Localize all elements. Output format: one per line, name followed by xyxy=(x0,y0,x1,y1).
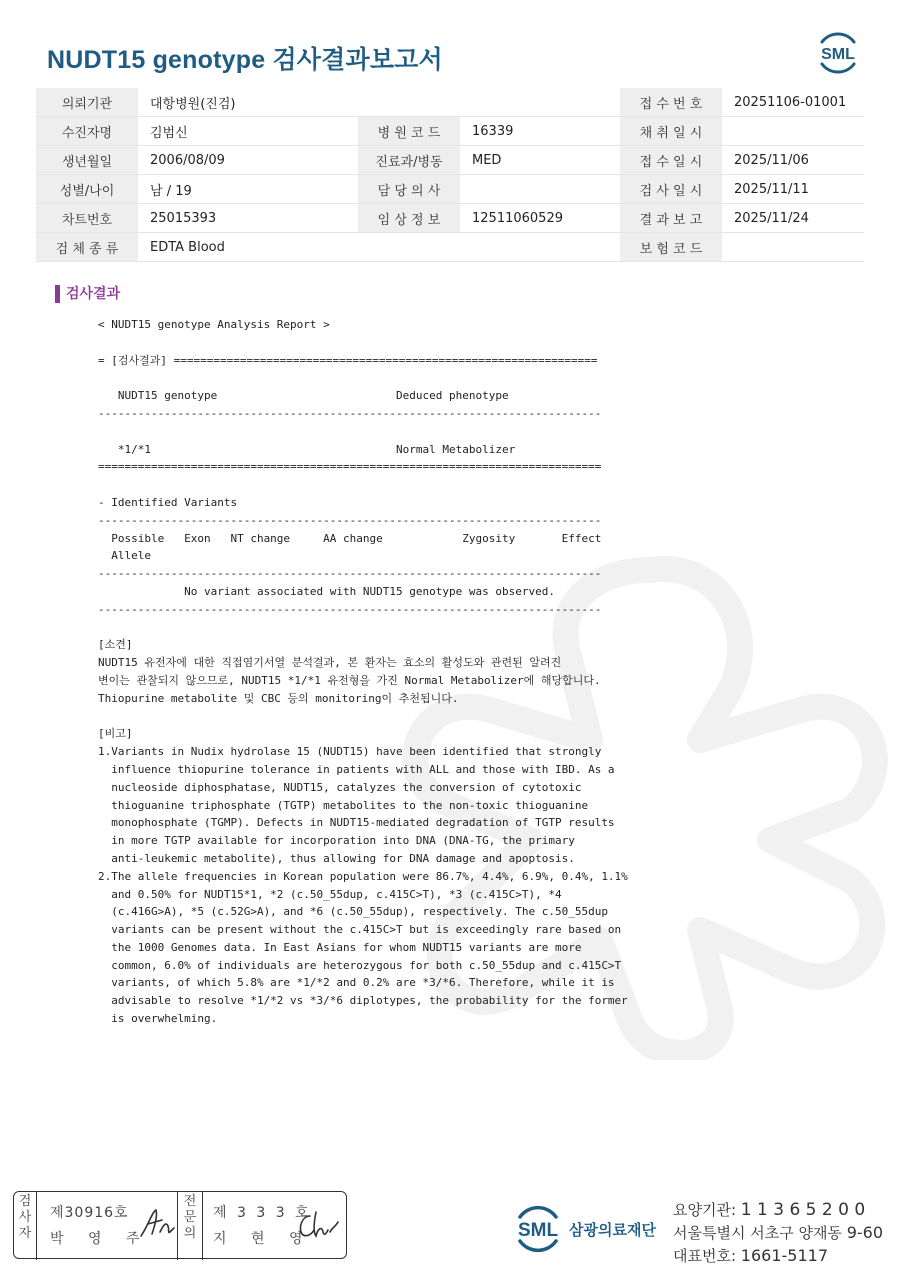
info-value: EDTA Blood xyxy=(138,233,358,262)
info-value: 12511060529 xyxy=(460,204,620,233)
info-label: 결 과 보 고 xyxy=(620,204,722,233)
info-label: 차트번호 xyxy=(36,204,138,233)
sml-footer-logo-icon xyxy=(510,1199,566,1255)
info-label xyxy=(358,88,460,117)
info-value xyxy=(722,233,864,262)
info-label: 보 험 코 드 xyxy=(620,233,722,262)
info-row xyxy=(36,175,864,204)
info-label: 검 사 일 시 xyxy=(620,175,722,204)
info-label: 생년월일 xyxy=(36,146,138,175)
info-row xyxy=(36,233,864,262)
info-label: 성별/나이 xyxy=(36,175,138,204)
address-number: 9-60 xyxy=(846,1223,884,1242)
address-city: 서울특별시 서초구 양재동 xyxy=(673,1224,842,1242)
phone-label: 대표번호: xyxy=(673,1247,737,1265)
info-row xyxy=(36,204,864,233)
info-value: 2006/08/09 xyxy=(138,146,358,175)
info-label: 수진자명 xyxy=(36,117,138,146)
info-value: MED xyxy=(460,146,620,175)
signature-box xyxy=(13,1191,347,1259)
organization-name: 삼광의료재단 xyxy=(569,1221,656,1239)
info-value: 20251106-01001 xyxy=(722,88,864,117)
info-value xyxy=(460,175,620,204)
institution-code-label: 요양기관: xyxy=(673,1201,737,1219)
footer-logo-text: SML xyxy=(517,1220,559,1241)
info-label xyxy=(358,233,460,262)
institution-code xyxy=(673,1199,865,1220)
info-label: 접 수 일 시 xyxy=(620,146,722,175)
logo-text: SML xyxy=(821,46,855,63)
specialist-label: 전 문 의 xyxy=(177,1192,203,1260)
info-value: 25015393 xyxy=(138,204,358,233)
info-value xyxy=(460,233,620,262)
info-value: 2025/11/11 xyxy=(722,175,864,204)
info-value: 2025/11/24 xyxy=(722,204,864,233)
address xyxy=(673,1222,883,1243)
specialist-name: 지 현 영 xyxy=(213,1231,313,1247)
phone-value: 1661-5117 xyxy=(740,1246,829,1265)
examiner-label: 검 사 자 xyxy=(14,1192,37,1260)
info-label: 검 체 종 류 xyxy=(36,233,138,262)
info-value: 대항병원(진검) xyxy=(138,88,358,117)
institution-code-value: 1 1 3 6 5 2 0 0 xyxy=(740,1200,866,1220)
info-label: 진료과/병동 xyxy=(358,146,460,175)
info-label: 담 당 의 사 xyxy=(358,175,460,204)
info-label: 접 수 번 호 xyxy=(620,88,722,117)
info-row xyxy=(36,88,864,117)
info-label: 채 취 일 시 xyxy=(620,117,722,146)
info-label: 임 상 정 보 xyxy=(358,204,460,233)
info-value: 2025/11/06 xyxy=(722,146,864,175)
specialist-signature-icon xyxy=(296,1208,340,1242)
examiner-name: 박 영 주 xyxy=(50,1231,150,1247)
info-label: 의뢰기관 xyxy=(36,88,138,117)
info-value: 남 / 19 xyxy=(138,175,358,204)
info-row xyxy=(36,146,864,175)
examiner-license-number: 제30916호 xyxy=(50,1205,129,1221)
info-value xyxy=(460,88,620,117)
report-body: < NUDT15 genotype Analysis Report > = [검사결과] ================================================================ NUDT15 genotype Deduced phenotype ---------------------------------------------------------------------------- *1/*1 Normal Metabolizer ============================================================================ - Identified Variants ---------------------------------------------------------------------------- Possible Exon NT change AA change Zygosity Effect Allele ---------------------------------------------------------------------------- No variant associated with NUDT15 genotype was observed. ---------------------------------------------------------------------------- [소견] NUDT15 유전자에 대한 직접염기서열 분석결과, 본 환자는 효소의 활성도와 관련된 알려진 변이는 관찰되지 않으므로, NUDT15 *1/*1 유전형을 가진 Normal Metabolizer에 해당합니다. Thiopurine metabolite 및 CBC 등의 monitoring이 추천됩니다. [비고] 1.Variants in Nudix hydrolase 15 (NUDT15) have been identified that strongly influence thiopurine tolerance in patients with ALL and those with IBD. As a nucleoside diphosphatase, NUDT15, catalyzes the conversion of cytotoxic thioguanine triphosphate (TGTP) metabolites to the non-toxic thioguanine monophosphate (TGMP). Defects in NUDT15-mediated degradation of TGTP results in more TGTP available for incorporation into DNA (DNA-TG, the primary anti-leukemic metabolite), thus allowing for DNA damage and apoptosis. 2.The allele frequencies in Korean population were 86.7%, 4.4%, 6.9%, 0.4%, 1.1% and 0.50% for NUDT15*1, *2 (c.50_55dup, c.415C>T), *3 (c.415C>T), *4 (c.416G>A), *5 (c.52G>A), and *6 (c.50_55dup), respectively. The c.50_55dup variants can be present without the c.415C>T but is exceedingly rare based on the 1000 Genomes data. In East Asians for whom NUDT15 variants are more common, 6.0% of individuals are heterozygous for both c.50_55dup and c.415C>T variants, of which 5.8% are *1/*2 and 0.2% are *3/*6. Therefore, while it is advisable to resolve *1/*2 vs *3/*6 diplotypes, the probability for the former is overwhelming. xyxy=(98,318,628,1026)
examiner-signature-icon xyxy=(138,1206,178,1242)
info-label: 병 원 코 드 xyxy=(358,117,460,146)
report-title: NUDT15 genotype 검사결과보고서 xyxy=(47,46,443,74)
section-title: 검사결과 xyxy=(55,285,120,303)
specialist-license-number: 제 3 3 3 호 xyxy=(213,1205,312,1221)
phone xyxy=(673,1245,828,1266)
info-value: 16339 xyxy=(460,117,620,146)
info-row xyxy=(36,117,864,146)
info-value xyxy=(722,117,864,146)
patient-info-table xyxy=(36,88,864,262)
info-value: 김범신 xyxy=(138,117,358,146)
sml-logo-icon xyxy=(812,28,864,76)
